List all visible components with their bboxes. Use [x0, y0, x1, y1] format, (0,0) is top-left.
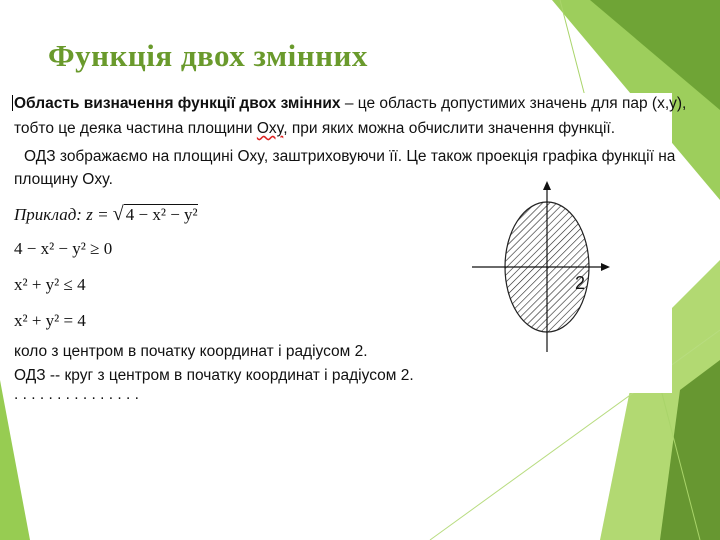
circle-text: коло з центром в початку координат і радіусом 2.: [14, 343, 368, 360]
domain-diagram: [462, 177, 612, 357]
definition-line: [14, 95, 686, 113]
text-cursor: [12, 95, 13, 111]
definition-bold: Область визначення функції двох змінних: [14, 95, 341, 112]
example-sqrt: 4 − x² − y²: [125, 205, 198, 224]
inequality-2: x² + y² ≤ 4: [14, 275, 86, 294]
odz-text: ОДЗ -- круг з центром в початку координат і радіусом 2.: [14, 367, 414, 384]
equation-3: x² + y² = 4: [14, 311, 86, 330]
content-image-region: [12, 93, 687, 403]
definition-rest: – це область допустимих значень для пар (x,y),: [340, 95, 687, 112]
x-axis-arrow-icon: [601, 263, 610, 271]
slide-title: Функція двох змінних: [48, 38, 368, 73]
line-2-text-b: , при яких можна обчислити значення функції.: [283, 120, 616, 137]
y-axis-arrow-icon: [543, 181, 551, 190]
example-func: z =: [86, 205, 113, 224]
cut-off-text-line: . . . . . . . . . . . . . . .: [14, 386, 139, 403]
example-line: Приклад: z = √ 4 − x² − y²: [14, 203, 198, 225]
example-label: Приклад:: [14, 205, 82, 224]
line-2: [14, 120, 615, 138]
radius-label: 2: [575, 273, 586, 293]
line-3: ОДЗ зображаємо на площині Оxy, заштриховуючи її. Це також проекція графіка функції на: [24, 148, 676, 165]
line-2-oxy: Oxy: [256, 120, 284, 137]
inequality-1: 4 − x² − y² ≥ 0: [14, 239, 113, 258]
line-2-text-a: тобто це деяка частина площини: [14, 120, 257, 137]
deco-triangle-left: [0, 380, 30, 540]
line-4: площину Оxy.: [14, 171, 113, 188]
